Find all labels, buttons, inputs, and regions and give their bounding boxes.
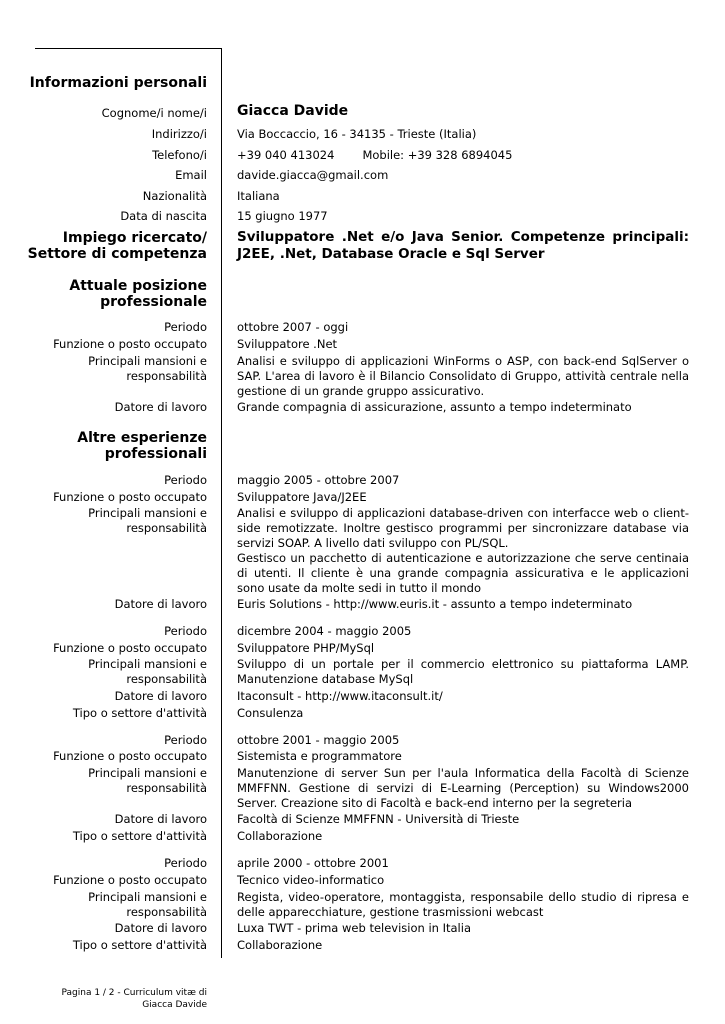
current-heading-line1: Attuale posizione (69, 278, 207, 294)
job-role: Tecnico video-informatico (237, 873, 385, 887)
duties-label-line2: responsabilità (126, 521, 207, 535)
job-sector: Collaborazione (237, 938, 323, 952)
sector-label: Tipo o settore d'attività (72, 938, 207, 952)
footer-line2: Giacca Davide (142, 1000, 207, 1010)
period-label: Periodo (164, 624, 207, 638)
role-label: Funzione o posto occupato (53, 749, 207, 763)
objective-label-line2: Settore di competenza (27, 246, 207, 262)
job-duties (237, 506, 689, 596)
duties-label-line2: responsabilità (126, 672, 207, 686)
employer-label: Datore di lavoro (114, 812, 207, 826)
phone-row (237, 148, 689, 163)
duties-label-line2: responsabilità (126, 905, 207, 919)
address-value: Via Boccaccio, 16 - 34135 - Trieste (Italia) (237, 127, 477, 141)
period-label: Periodo (164, 856, 207, 870)
job-period: maggio 2005 - ottobre 2007 (237, 473, 400, 487)
email-label: Email (175, 168, 207, 182)
duties-label-line1: Principali mansioni e (88, 890, 207, 904)
job-duties: Sviluppo di un portale per il commercio elettronico su piattaforma LAMP. Manutenzione database MySql (237, 657, 689, 686)
job-period: ottobre 2001 - maggio 2005 (237, 733, 400, 747)
section-heading-personal: Informazioni personali (29, 75, 207, 91)
job-role: Sviluppatore PHP/MySql (237, 641, 375, 655)
role-label: Funzione o posto occupato (53, 873, 207, 887)
current-heading-line2: professionale (100, 294, 207, 310)
mobile-value: Mobile: +39 328 6894045 (362, 148, 513, 162)
role-label: Funzione o posto occupato (53, 641, 207, 655)
job-duties: Manutenzione di server Sun per l'aula Informatica della Facoltà di Scienze MMFFNN. Gestione di servizi di E-Learning (Perception) su Windows2000 Server. Creazione sito di Facoltà e back-end interno per la segreteria (237, 766, 689, 810)
duties-label-line1: Principali mansioni e (88, 506, 207, 520)
other-heading-line1: Altre esperienze (77, 430, 207, 446)
page-footer (62, 987, 208, 1011)
duties-label-line1: Principali mansioni e (88, 657, 207, 671)
employer-label: Datore di lavoro (114, 921, 207, 935)
footer-line1: Pagina 1 / 2 - Curriculum vitæ di (61, 988, 207, 998)
duties-label-line1: Principali mansioni e (88, 354, 207, 368)
name-label: Cognome/i nome/i (101, 106, 207, 120)
address-label: Indirizzo/i (151, 127, 207, 141)
employer-label: Datore di lavoro (114, 689, 207, 703)
job-employer: Facoltà di Scienze MMFFNN - Università di Trieste (237, 812, 520, 826)
duties-label-line1: Principali mansioni e (88, 766, 207, 780)
duties-label-line2: responsabilità (126, 369, 207, 383)
job-employer: Luxa TWT - prima web television in Italia (237, 921, 471, 935)
employer-label: Datore di lavoro (114, 597, 207, 611)
job-sector: Collaborazione (237, 829, 323, 843)
nationality-value: Italiana (237, 189, 280, 203)
job-duties: Regista, video-operatore, montaggista, responsabile dello studio di ripresa e delle apparecchiature, gestione trasmissioni webcast (237, 890, 689, 919)
period-label: Periodo (164, 473, 207, 487)
duties-label (88, 354, 207, 384)
birth-label: Data di nascita (120, 209, 207, 223)
current-role: Sviluppatore .Net (237, 337, 338, 351)
job-sector: Consulenza (237, 706, 304, 720)
current-period: ottobre 2007 - oggi (237, 320, 349, 334)
header-rule (35, 48, 222, 49)
role-label: Funzione o posto occupato (53, 337, 207, 351)
job-period: dicembre 2004 - maggio 2005 (237, 624, 412, 638)
current-employer: Grande compagnia di assicurazione, assunto a tempo indeterminato (237, 400, 632, 414)
job-role: Sviluppatore Java/J2EE (237, 490, 367, 504)
objective-label-line1: Impiego ricercato/ (62, 230, 207, 246)
sector-label: Tipo o settore d'attività (72, 706, 207, 720)
duties-label-line2: responsabilità (126, 781, 207, 795)
section-heading-current (69, 278, 207, 310)
other-heading-line2: professionali (104, 446, 207, 462)
objective-text: Sviluppatore .Net e/o Java Senior. Competenze principali: J2EE, .Net, Database Oracle e Sql Server (237, 229, 689, 262)
email-value: davide.giacca@gmail.com (237, 168, 389, 182)
role-label: Funzione o posto occupato (53, 490, 207, 504)
phone-label: Telefono/i (152, 148, 207, 162)
duties-label (88, 506, 207, 536)
birth-value: 15 giugno 1977 (237, 209, 328, 223)
duties-label (88, 766, 207, 796)
nationality-label: Nazionalità (142, 189, 207, 203)
job-employer: Itaconsult - http://www.itaconsult.it/ (237, 689, 443, 703)
phone-value: +39 040 413024 (237, 148, 335, 162)
duties-label (88, 657, 207, 687)
period-label: Periodo (164, 733, 207, 747)
column-divider (221, 48, 222, 958)
person-name: Giacca Davide (237, 103, 349, 119)
job-duties-paragraph: Gestisco un pacchetto di autenticazione e autorizzazione che serve centinaia di utenti. Il cliente è una grande compagnia assicurativa e le applicazioni sono usate da molte sedi in tutto il mondo (237, 551, 689, 595)
job-period: aprile 2000 - ottobre 2001 (237, 856, 389, 870)
current-duties: Analisi e sviluppo di applicazioni WinForms o ASP, con back-end SqlServer o SAP. L'area di lavoro è il Bilancio Consolidato di Gruppo, attività centrale nella gestione di un grande gruppo assicurativo. (237, 354, 689, 398)
period-label: Periodo (164, 320, 207, 334)
job-role: Sistemista e programmatore (237, 749, 402, 763)
employer-label: Datore di lavoro (114, 400, 207, 414)
job-duties-paragraph: Analisi e sviluppo di applicazioni database-driven con interfacce web o client-side remotizzate. Inoltre gestisco programmi per sincronizzare database via servizi SOAP. A livello dati sviluppo con PL/SQL. (237, 506, 689, 550)
job-employer: Euris Solutions - http://www.euris.it - assunto a tempo indeterminato (237, 597, 633, 611)
duties-label (88, 890, 207, 920)
section-heading-other (77, 430, 207, 462)
objective-label (28, 230, 207, 262)
sector-label: Tipo o settore d'attività (72, 829, 207, 843)
